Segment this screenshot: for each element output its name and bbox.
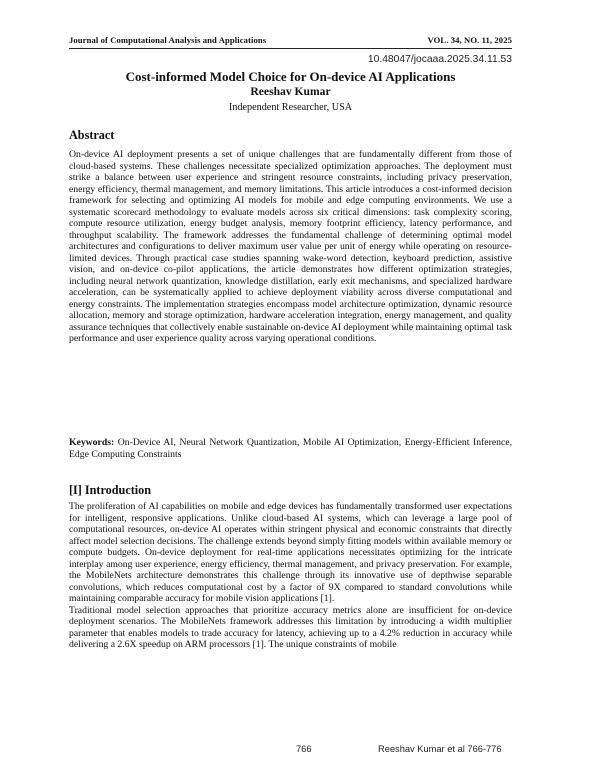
title-block	[69, 69, 512, 115]
doi[interactable]: 10.48047/jocaaa.2025.34.11.53	[367, 54, 512, 65]
introduction-body	[69, 501, 512, 651]
keywords-label: Keywords:	[69, 437, 115, 448]
abstract-heading: Abstract	[69, 128, 115, 142]
author-affiliation: Independent Researcher, USA	[228, 102, 353, 113]
journal-name: Journal of Computational Analysis and Applications	[69, 35, 267, 45]
keywords-text: On-Device AI, Neural Network Quantization, Mobile AI Optimization, Energy-Efficient Inference, Edge Computing Constraints	[69, 437, 512, 460]
introduction-paragraph: The proliferation of AI capabilities on mobile and edge devices has fundamentally transformed user expectations for intelligent, responsive applications. Unlike cloud-based AI systems, which can leverage a large pool of computational resources, on-device AI operates within stringent physical and economic constraints that directly affect model selection decisions. The challenge extends beyond simply fitting models within available memory or compute budgets. On-device deployment for real-time applications necessitates optimizing for the intricate interplay among user experience, energy efficiency, thermal management, and privacy preservation. For example, the MobileNets architecture demonstrates this challenge through its innovative use of depthwise separable convolutions, which reduces computational cost by a factor of 9X compared to standard convolutions while maintaining comparable accuracy for mobile vision applications [1].	[69, 501, 512, 604]
page-number: 766	[296, 744, 312, 754]
keywords	[69, 437, 512, 460]
abstract-text: On-device AI deployment presents a set of unique challenges that are fundamentally different from those of cloud-based systems. These challenges necessitate specialized optimization approaches. The deployment must strike a balance between user experience and stringent resource constraints, including privacy preservation, energy efficiency, thermal management, and memory limitations. This article introduces a cost-informed decision framework for selecting and optimizing AI models for mobile and edge computing environments. We use a systematic scorecard methodology to evaluate models across six critical dimensions: task complexity scoring, compute resource utilization, energy budget analysis, memory footprint efficiency, latency performance, and throughput scalability. The framework addresses the fundamental challenge of determining optimal model architectures and configurations to deliver maximum user value per unit of energy while operating on resource-limited devices. Through practical case studies spanning wake-word detection, keyboard prediction, assistive vision, and on-device co-pilot applications, the article demonstrates how different optimization strategies, including neural network quantization, knowledge distillation, early exit mechanisms, and specialized hardware acceleration, can be systematically applied to achieve deployment viability across diverse computational and energy constraints. The implementation strategies encompass model architecture optimization, dynamic resource allocation, memory and storage optimization, hardware acceleration integration, energy management, and quality assurance techniques that collectively enable sustainable on-device AI deployment while maintaining optimal task performance and user experience quality across varying operational conditions.	[69, 149, 512, 344]
introduction-paragraph: Traditional model selection approaches that prioritize accuracy metrics alone are insufficient for on-device deployment scenarios. The MobileNets framework addresses this limitation by introducing a width multiplier parameter that enables models to trade accuracy for latency, achieving up to a 4.2% reduction in accuracy while delivering a 2.6X speedup on ARM processors [1]. The unique constraints of mobile	[69, 604, 512, 650]
paper-title: Cost-informed Model Choice for On-device AI Applications	[125, 69, 456, 84]
author-name: Reeshav Kumar	[250, 85, 331, 98]
introduction-heading: [I] Introduction	[69, 483, 152, 497]
journal-volume: VOL. 34, NO. 11, 2025	[427, 35, 512, 45]
header-divider	[69, 48, 512, 49]
journal-header	[69, 33, 512, 47]
running-footer: Reeshav Kumar et al 766-776	[378, 744, 502, 754]
